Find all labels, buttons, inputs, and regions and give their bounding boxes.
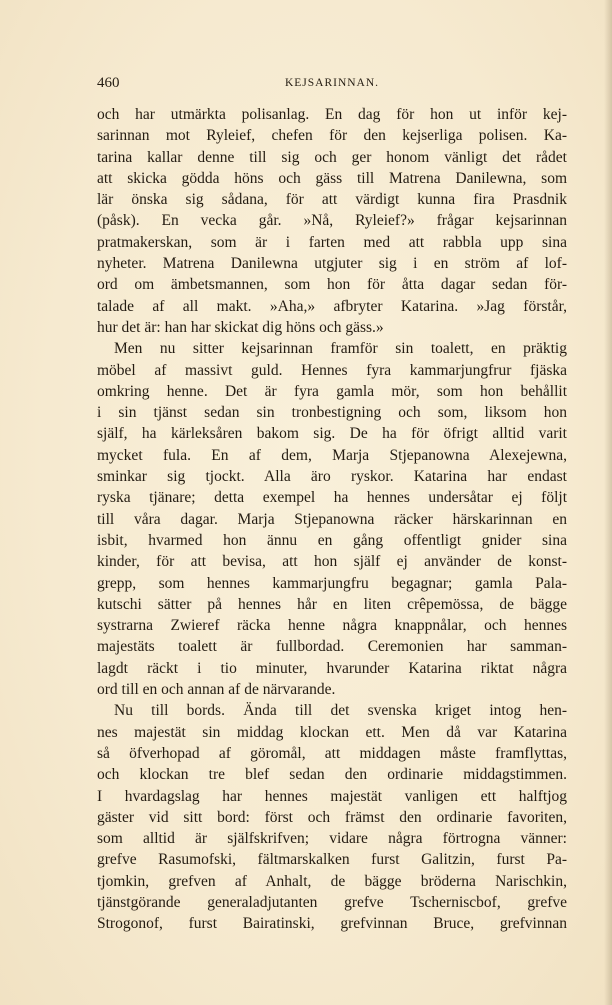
text-line: systrarna Zwieref räcka henne några knappnålar, och hennes xyxy=(97,617,567,635)
text-line: nyheter. Matrena Danilewna utgjuter sig i en ström af lof- xyxy=(97,255,567,273)
text-line: möbel af massivt guld. Hennes fyra kammarjungfrur fjäska xyxy=(97,361,567,379)
text-line: pratmakerskan, som är i farten med att rabbla upp sina xyxy=(97,233,567,251)
text-line: och har utmärkta polisanlag. En dag för hon ut inför kej- xyxy=(97,106,567,123)
page-number: 460 xyxy=(97,75,120,91)
text-line: kinder, för att bevisa, att hon själf ej använder de konst- xyxy=(97,553,567,571)
text-line: mycket fula. En af dem, Marja Stjepanowna Alexejewna, xyxy=(97,446,567,464)
text-line: I hvardagslag har hennes majestät vanligen ett halftjog xyxy=(97,787,567,805)
text-line: grefve Rasumofski, fältmarskalken furst Galitzin, furst Pa- xyxy=(97,851,567,869)
text-line: tarina kallar denne till sig och ger honom vänligt det rådet xyxy=(97,148,567,166)
text-line: grepp, som hennes kammarjungfru begagnar; gamla Pala- xyxy=(97,574,567,592)
text-line: ryska tjänare; detta exempel ha hennes undersåtar ej följt xyxy=(97,489,567,507)
text-line: kutschi sätter på hennes hår en liten crêpemössa, de bägge xyxy=(97,595,567,613)
text-line: och klockan tre blef sedan den ordinarie middagstimmen. xyxy=(97,766,567,784)
page-header xyxy=(97,75,567,95)
text-line: gäster vid sitt bord: först och främst den ordinarie favoriten, xyxy=(97,808,567,826)
text-line: omkring henne. Det är fyra gamla mör, som hon behållit xyxy=(97,382,567,400)
text-line: ord om ämbetsmannen, som hon för åtta dagar sedan för- xyxy=(97,276,567,294)
text-line: ord till en och annan af de närvarande. xyxy=(97,681,336,699)
text-line: hur det är: han har skickat dig höns och gäss.» xyxy=(97,318,384,336)
text-line: att skicka gödda höns och gäss till Matrena Danilewna, som xyxy=(97,169,567,187)
text-line: nes majestät sin middag klockan ett. Men då var Katarina xyxy=(97,723,567,741)
text-line: Strogonof, furst Bairatinski, grefvinnan Bruce, grefvinnan xyxy=(97,915,567,933)
text-line: i sin tjänst sedan sin tronbestigning och som, liksom hon xyxy=(97,404,567,422)
text-line: lagdt räckt i tio minuter, hvarunder Katarina riktat några xyxy=(97,659,567,677)
text-line: (påsk). En vecka går. »Nå, Ryleief?» frågar kejsarinnan xyxy=(97,212,567,230)
running-head: KEJSARINNAN. xyxy=(284,77,380,89)
text-line: Nu till bords. Ända till det svenska kriget intog hen- xyxy=(114,702,567,720)
text-line: tjomkin, grefven af Anhalt, de bägge bröderna Narischkin, xyxy=(97,872,567,890)
text-line: så öfverhopad af göromål, att middagen måste framflyttas, xyxy=(97,744,567,762)
text-line: tjänstgörande generaladjutanten grefve Tscherniscbof, grefve xyxy=(97,893,567,911)
page-edge-shadow xyxy=(604,0,612,1005)
text-line: som alltid är själfskrifven; vidare några förtrogna vänner: xyxy=(97,830,567,848)
text-line: isbit, hvarmed hon ännu en gång offentligt gnider sina xyxy=(97,531,567,549)
text-line: talade af all makt. »Aha,» afbryter Katarina. »Jag förstår, xyxy=(97,297,567,315)
body-text xyxy=(97,104,567,935)
text-line: lär önska sig sådana, för att värdigt kunna fira Prasdnik xyxy=(97,191,567,209)
text-line: Men nu sitter kejsarinnan framför sin toalett, en präktig xyxy=(114,340,567,358)
text-line: själf, ha kärleksåren bakom sig. De ha för öfrigt alltid varit xyxy=(97,425,567,443)
text-line: sarinnan mot Ryleief, chefen för den kejserliga polisen. Ka- xyxy=(97,127,567,145)
text-line: majestäts toalett är fullbordad. Ceremonien har samman- xyxy=(97,638,567,656)
text-line: sminkar sig tjockt. Alla äro ryskor. Katarina har endast xyxy=(97,468,567,486)
text-line: till våra dagar. Marja Stjepanowna räcker härskarinnan en xyxy=(97,510,567,528)
